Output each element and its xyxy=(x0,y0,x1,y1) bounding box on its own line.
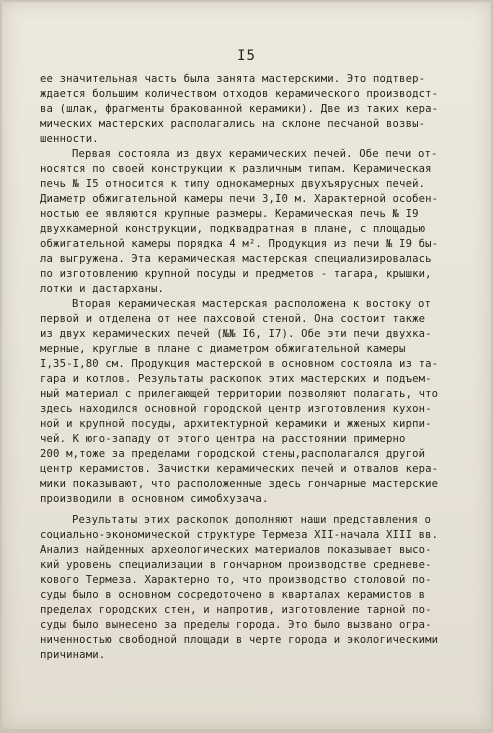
paragraph-3 xyxy=(40,297,465,507)
text-line: по изготовлению крупной посуды и предметов - тагара, крышки, xyxy=(40,268,432,280)
text-line: из двух керамических печей (№№ I6, I7). Обе эти печи двухка- xyxy=(40,328,432,340)
text-line: кий уровень специализации в гончарном производстве средневе- xyxy=(40,559,432,571)
text-line: мических мастерских располагались на склоне песчаной возвы- xyxy=(40,118,426,130)
text-line: производили в основном симобхузача. xyxy=(40,493,269,505)
text-line: причинами. xyxy=(40,649,106,661)
body-text xyxy=(40,72,465,663)
text-line: печь № I5 относится к типу однокамерных двухъярусных печей. xyxy=(40,178,426,190)
text-line: ва (шлак, фрагменты бракованной керамики). Две из таких кера- xyxy=(40,103,439,115)
text-line: ной и крупной посуды, архитектурной керамики и жженых кирпи- xyxy=(40,418,432,430)
paragraph-1 xyxy=(40,72,465,147)
page-number: I5 xyxy=(237,48,256,64)
text-line: I,35-I,80 см. Продукция мастерской в основном состояла из та- xyxy=(40,358,439,370)
text-line: 200 м,тоже за пределами городской стены,располагался другой xyxy=(40,448,426,460)
text-line: первой и отделена от нее пахсовой стеной. Она состоит также xyxy=(40,313,426,325)
text-line: ностью ее являются крупные размеры. Керамическая печь № I9 xyxy=(40,208,419,220)
text-line: обжигательной камеры порядка 4 м². Продукция из печи № I9 бы- xyxy=(40,238,439,250)
text-line: центр керамистов. Зачистки керамических печей и отвалов кера- xyxy=(40,463,439,475)
text-line: Вторая керамическая мастерская расположена к востоку от xyxy=(72,298,432,310)
text-line: суды было вынесено за пределы города. Это было вызвано огра- xyxy=(40,619,432,631)
text-line: ее значительная часть была занята мастерскими. Это подтвер- xyxy=(40,73,426,85)
text-line: ла выгружена. Эта керамическая мастерская специализировалась xyxy=(40,253,432,265)
text-line: здесь находился основной городской центр изготовления кухон- xyxy=(40,403,432,415)
text-line: ный материал с прилегающей территории позволяют полагать, что xyxy=(40,388,439,400)
text-line: мерные, круглые в плане с диаметром обжигательной камеры xyxy=(40,343,406,355)
text-line: ниченностью свободной площади в черте города и экологическими xyxy=(40,634,439,646)
text-line: ждается большим количеством отходов керамического производст- xyxy=(40,88,439,100)
text-line: гара и котлов. Результаты раскопок этих мастерских и подъем- xyxy=(40,373,432,385)
text-line: Первая состояла из двух керамических печей. Обе печи от- xyxy=(72,148,438,160)
document-page xyxy=(2,2,491,729)
text-line: носятся по своей конструкции к различным типам. Керамическая xyxy=(40,163,432,175)
text-line: мики показывают, что расположенные здесь гончарные мастерские xyxy=(40,478,439,490)
text-line: шенности. xyxy=(40,133,99,145)
text-line: Анализ найденных археологических материалов показывает высо- xyxy=(40,544,432,556)
paragraph-4 xyxy=(40,513,465,663)
text-line: кового Термеза. Характерно то, что производство столовой по- xyxy=(40,574,432,586)
text-line: Результаты этих раскопок дополняют наши представления о xyxy=(72,514,432,526)
text-line: пределах городских стен, и напротив, изготовление тарной по- xyxy=(40,604,432,616)
text-line: социально-экономической структуре Термеза XII-начала XIII вв. xyxy=(40,529,439,541)
text-line: суды было в основном сосредоточено в кварталах керамистов в xyxy=(40,589,426,601)
text-line: чей. К юго-западу от этого центра на расстоянии примерно xyxy=(40,433,406,445)
text-line: Диаметр обжигательной камеры печи 3,I0 м. Характерной особен- xyxy=(40,193,439,205)
paragraph-2 xyxy=(40,147,465,297)
text-line: лотки и дастарханы. xyxy=(40,283,165,295)
text-line: двухкамерной конструкции, подквадратная в плане, с площадью xyxy=(40,223,426,235)
